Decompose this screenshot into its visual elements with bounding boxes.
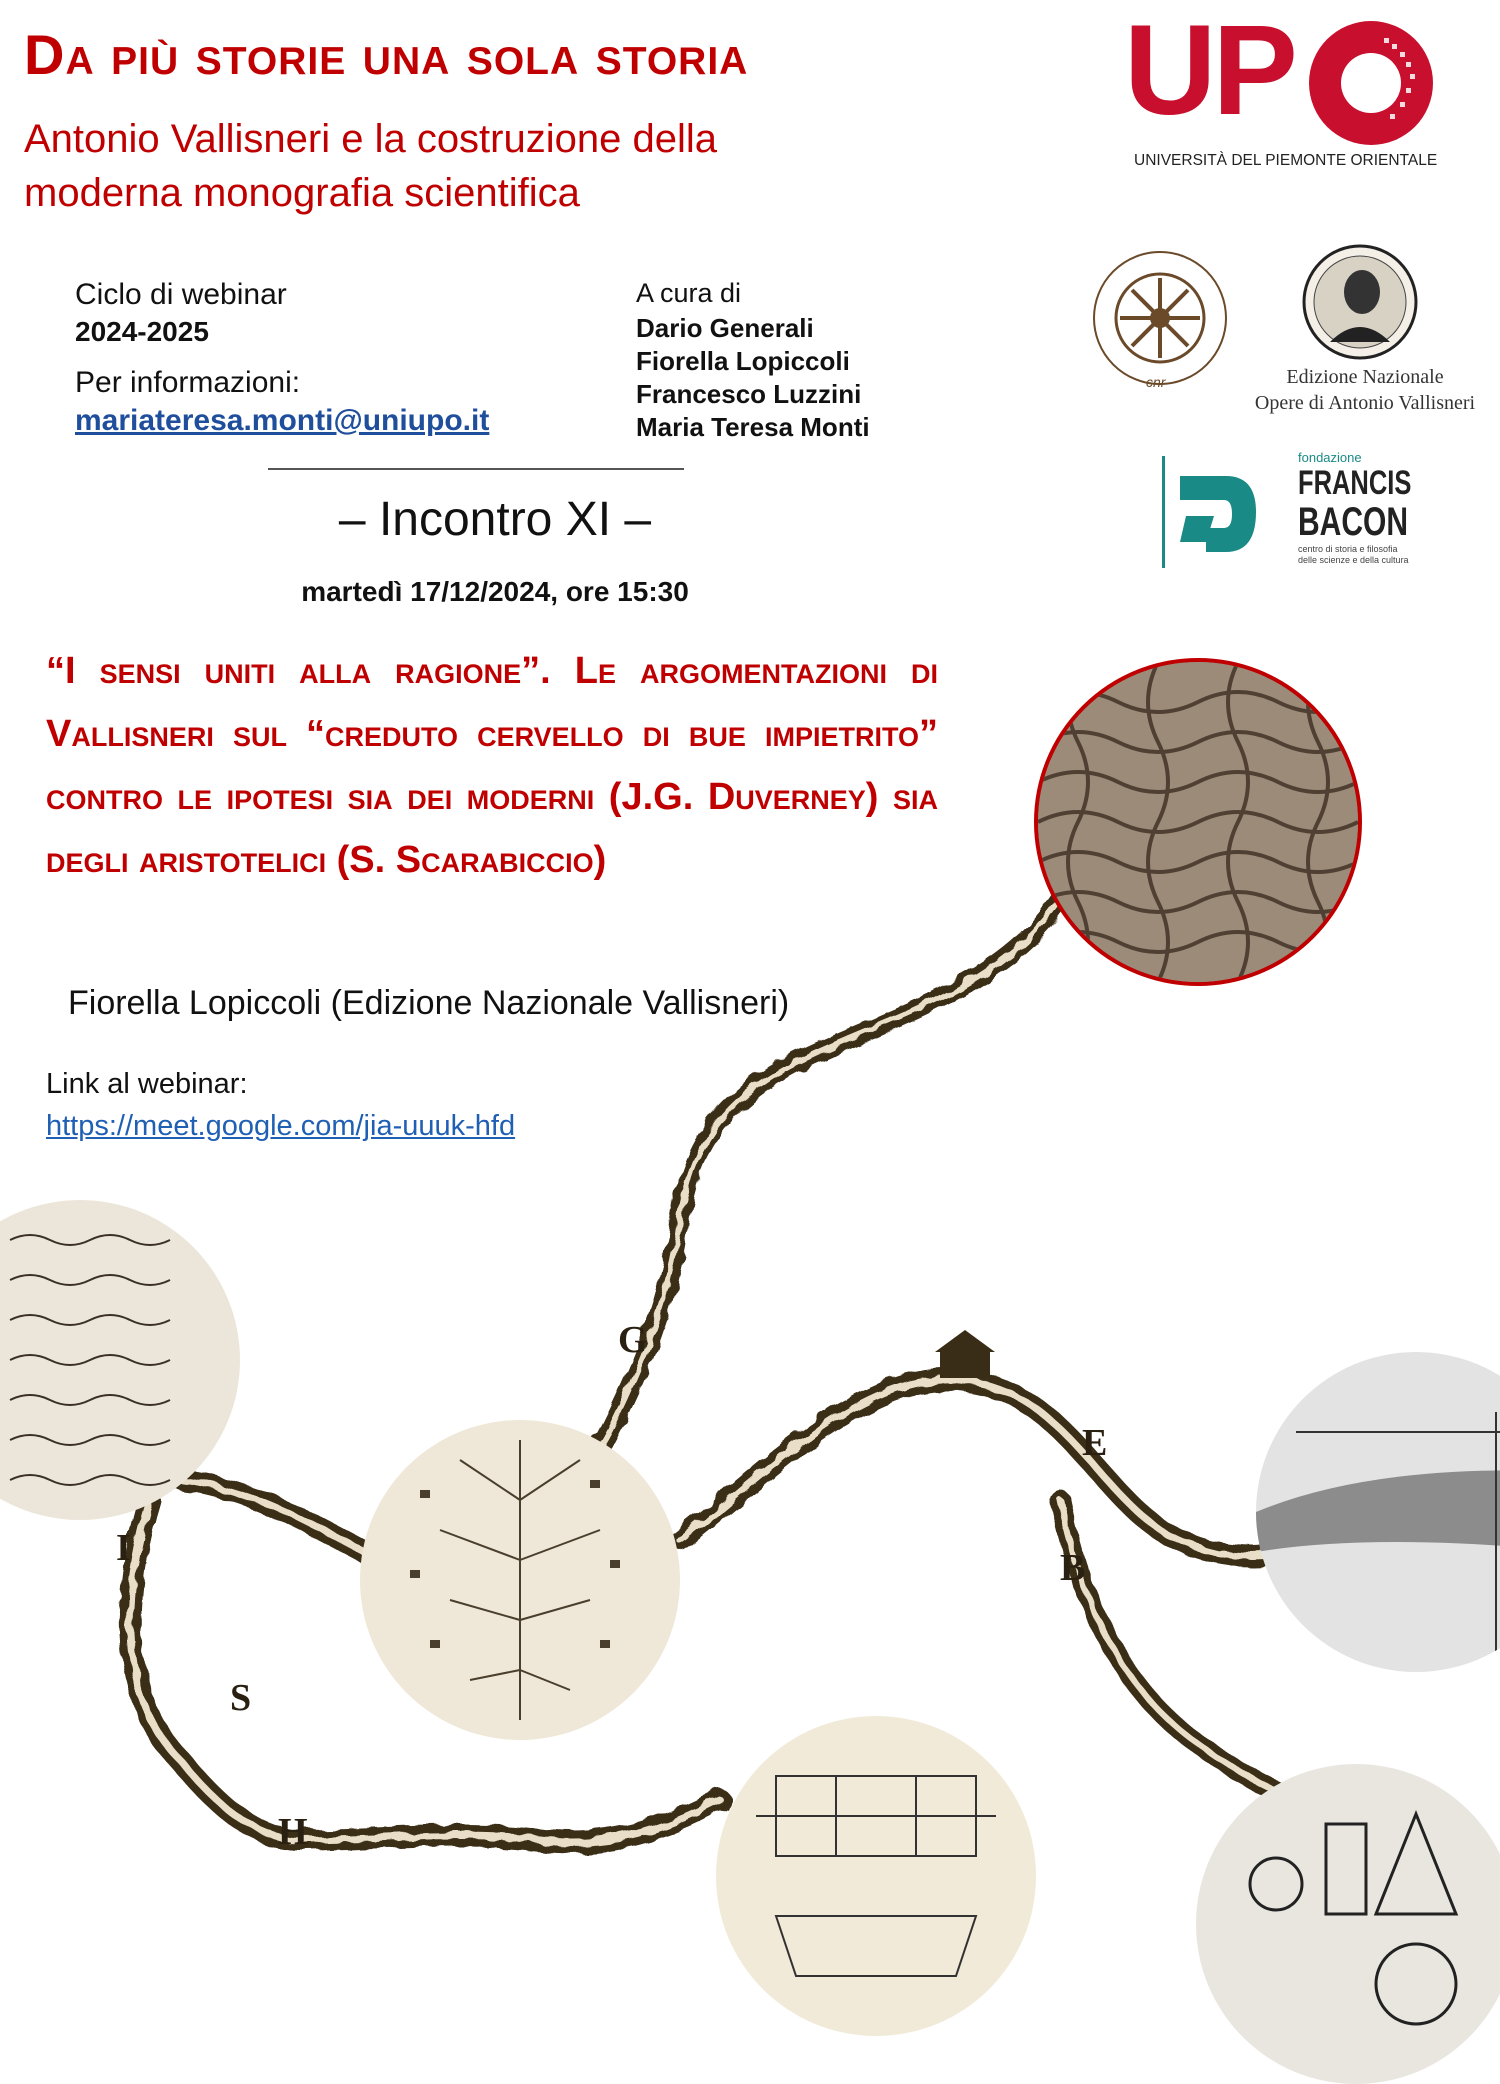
upo-logo: [1120, 0, 1440, 177]
river-path-lower-inner: [680, 1379, 1300, 1556]
map-letter-i: I: [116, 1527, 131, 1569]
fondazione-francis-bacon-logo: [1148, 448, 1418, 580]
talk-title: “I sensi uniti alla ragione”. Le argomentazioni di Vallisneri sul “creduto cervello di bue impietrito” contro le ipotesi sia dei moderni (J.G. Duverney) sia degli aristotelici (S. Scarabiccio): [46, 650, 938, 881]
subtitle-line-1: Antonio Vallisneri e la costruzione della: [24, 117, 717, 161]
map-letter-g: G: [618, 1319, 648, 1361]
map-letter-b: B: [1060, 1547, 1086, 1589]
map-letter-s: S: [230, 1677, 252, 1719]
istituto-seal-logo: [1090, 238, 1230, 398]
edizione-line-2: Opere di Antonio Vallisneri: [1254, 392, 1476, 414]
upo-letters: UP: [1124, 0, 1294, 142]
info-label: Per informazioni:: [75, 366, 301, 399]
subtitle-line-2: moderna monografia scientifica: [24, 171, 580, 215]
incontro-heading: – Incontro XI –: [338, 493, 652, 546]
map-letter-e: E: [1082, 1422, 1108, 1464]
vallisneri-portrait-medallion: [1300, 242, 1420, 362]
curator-name: Dario Generali: [636, 313, 814, 343]
bacon-small-label: fondazione: [1298, 450, 1362, 465]
ciclo-years: 2024-2025: [75, 316, 209, 347]
brain-coral-image: [1034, 658, 1362, 986]
curators-label: A cura di: [636, 278, 742, 308]
map-letter-h: H: [278, 1811, 308, 1853]
house-icon: [935, 1330, 995, 1378]
bacon-emblem-icon: [1176, 462, 1266, 566]
upo-o-dot-icon: [1306, 18, 1436, 148]
curator-name: Maria Teresa Monti: [636, 412, 870, 442]
upo-name: UNIVERSITÀ DEL PIEMONTE ORIENTALE: [1134, 152, 1438, 169]
edizione-line-1: Edizione Nazionale: [1286, 366, 1444, 388]
bacon-tagline-2: delle scienze e della cultura: [1298, 555, 1409, 565]
scientific-instruments-image: [1196, 1764, 1500, 2084]
divider: [268, 468, 684, 470]
bacon-name-1: FRANCIS: [1298, 464, 1412, 502]
ciclo-label: Ciclo di webinar: [75, 278, 287, 311]
bacon-tagline-1: centro di storia e filosofia: [1298, 544, 1398, 554]
curators-list: [636, 312, 870, 444]
contact-email-link[interactable]: mariateresa.monti@uniupo.it: [75, 404, 490, 437]
seal-cnr: cnr: [1146, 374, 1166, 390]
webinar-link[interactable]: https://meet.google.com/jia-uuuk-hfd: [46, 1110, 516, 1142]
curator-name: Francesco Luzzini: [636, 379, 862, 409]
edizione-nazionale-caption: [1240, 364, 1490, 416]
webinar-link-label: Link al webinar:: [46, 1068, 248, 1100]
geometric-diagram-image-2: [716, 1716, 1036, 2036]
old-river-map-image: [360, 1420, 680, 1740]
bacon-name-2: BACON: [1298, 500, 1409, 544]
curator-name: Fiorella Lopiccoli: [636, 346, 850, 376]
event-date: martedì 17/12/2024, ore 15:30: [301, 576, 689, 607]
page-subtitle: [24, 112, 944, 220]
page-title: Da più storie una sola storia: [24, 23, 749, 86]
speaker: Fiorella Lopiccoli (Edizione Nazionale Vallisneri): [68, 984, 790, 1022]
